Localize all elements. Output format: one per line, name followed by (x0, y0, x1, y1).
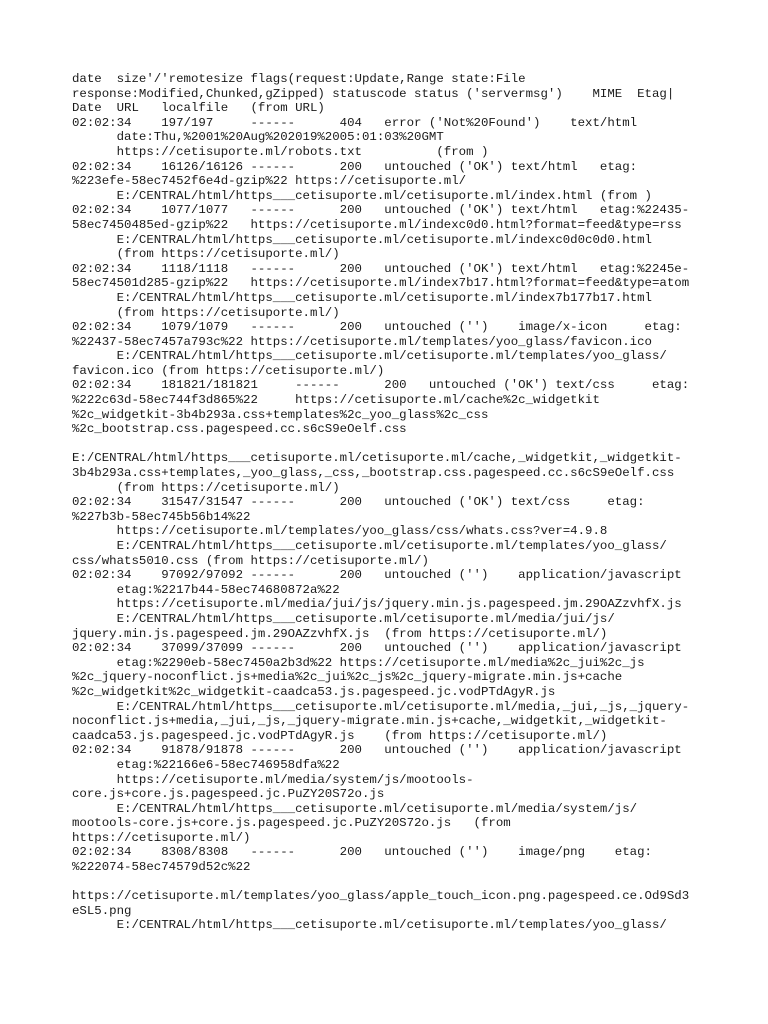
log-line: E:/CENTRAL/html/https___cetisuporte.ml/cetisuporte.ml/index7b177b17.html (72, 290, 652, 305)
log-document (72, 72, 702, 933)
log-line: date:Thu,%2001%20Aug%202019%2005:01:03%20GMT (72, 130, 444, 145)
log-line: 58ec74501d285-gzip%22 https://cetisuporte.ml/index7b17.html?format=feed&type=atom (72, 276, 690, 291)
log-line: E:/CENTRAL/html/https___cetisuporte.ml/cetisuporte.ml/templates/yoo_glass/ (72, 918, 667, 933)
log-line: eSL5.png (72, 903, 132, 918)
log-line: E:/CENTRAL/html/https___cetisuporte.ml/cetisuporte.ml/media/jui/js/ (72, 611, 615, 626)
log-line: 58ec7450485ed-gzip%22 https://cetisuporte.ml/indexc0d0.html?format=feed&type=rss (72, 217, 682, 232)
log-line: E:/CENTRAL/html/https___cetisuporte.ml/cetisuporte.ml/media/system/js/ (72, 801, 638, 816)
log-line (72, 875, 702, 890)
log-line: %2c_widgetkit%2c_widgetkit-caadca53.js.pagespeed.jc.vodPTdAgyR.js (72, 684, 556, 699)
log-line: %222c63d-58ec744f3d865%22 https://cetisuporte.ml/cache%2c_widgetkit (72, 393, 600, 408)
log-line: Date URL localfile (from URL) (72, 101, 325, 116)
log-line: 02:02:34 37099/37099 ------ 200 untouched ('') application/javascript (72, 641, 682, 656)
log-line: (from https://cetisuporte.ml/) (72, 305, 340, 320)
log-line: 02:02:34 1118/1118 ------ 200 untouched ('OK') text/html etag:%2245e- (72, 261, 690, 276)
log-line: 3b4b293a.css+templates,_yoo_glass,_css,_bootstrap.css.pagespeed.cc.s6cS9eOelf.css (72, 466, 675, 481)
log-line: core.js+core.js.pagespeed.jc.PuZY20S72o.js (72, 787, 385, 802)
log-line: E:/CENTRAL/html/https___cetisuporte.ml/cetisuporte.ml/cache,_widgetkit,_widgetkit- (72, 451, 682, 466)
log-line: %2c_widgetkit-3b4b293a.css+templates%2c_yoo_glass%2c_css (72, 407, 489, 422)
log-line: 02:02:34 16126/16126 ------ 200 untouched ('OK') text/html etag: (72, 159, 638, 174)
log-line: 02:02:34 97092/97092 ------ 200 untouched ('') application/javascript (72, 568, 682, 583)
log-line: 02:02:34 1079/1079 ------ 200 untouched ('') image/x-icon etag: (72, 320, 682, 335)
log-line: E:/CENTRAL/html/https___cetisuporte.ml/cetisuporte.ml/templates/yoo_glass/ (72, 349, 667, 364)
log-line: 02:02:34 8308/8308 ------ 200 untouched ('') image/png etag: (72, 845, 652, 860)
log-line: https://cetisuporte.ml/media/jui/js/jquery.min.js.pagespeed.jm.29OAZzvhfX.js (72, 597, 682, 612)
log-line: E:/CENTRAL/html/https___cetisuporte.ml/cetisuporte.ml/indexc0d0c0d0.html (72, 232, 652, 247)
log-line: %2c_bootstrap.css.pagespeed.cc.s6cS9eOelf.css (72, 422, 407, 437)
log-line: 02:02:34 181821/181821 ------ 200 untouched ('OK') text/css etag: (72, 378, 690, 393)
log-line: %223efe-58ec7452f6e4d-gzip%22 https://cetisuporte.ml/ (72, 174, 467, 189)
log-line: https://cetisuporte.ml/robots.txt (from ) (72, 144, 489, 159)
log-line: https://cetisuporte.ml/templates/yoo_glass/css/whats.css?ver=4.9.8 (72, 524, 608, 539)
log-line: E:/CENTRAL/html/https___cetisuporte.ml/cetisuporte.ml/media,_jui,_js,_jquery- (72, 699, 690, 714)
log-line: date size'/'remotesize flags(request:Update,Range state:File (72, 72, 526, 86)
log-line: jquery.min.js.pagespeed.jm.29OAZzvhfX.js (from https://cetisuporte.ml/) (72, 626, 608, 641)
log-line: etag:%2217b44-58ec74680872a%22 (72, 582, 340, 597)
log-line: response:Modified,Chunked,gZipped) statuscode status ('servermsg') MIME Etag| (72, 86, 675, 101)
log-line: 02:02:34 197/197 ------ 404 error ('Not%20Found') text/html (72, 115, 638, 130)
log-line: caadca53.js.pagespeed.jc.vodPTdAgyR.js (from https://cetisuporte.ml/) (72, 728, 608, 743)
log-line: 02:02:34 1077/1077 ------ 200 untouched ('OK') text/html etag:%22435- (72, 203, 690, 218)
log-line: (from https://cetisuporte.ml/) (72, 247, 340, 262)
log-line (72, 437, 702, 452)
log-line: E:/CENTRAL/html/https___cetisuporte.ml/cetisuporte.ml/index.html (from ) (72, 188, 652, 203)
log-line: (from https://cetisuporte.ml/) (72, 480, 340, 495)
log-line: https://cetisuporte.ml/templates/yoo_glass/apple_touch_icon.png.pagespeed.ce.Od9Sd3 (72, 889, 690, 904)
log-line: etag:%2290eb-58ec7450a2b3d%22 https://cetisuporte.ml/media%2c_jui%2c_js (72, 655, 645, 670)
log-line: %2c_jquery-noconflict.js+media%2c_jui%2c_js%2c_jquery-migrate.min.js+cache (72, 670, 623, 685)
log-line: css/whats5010.css (from https://cetisuporte.ml/) (72, 553, 429, 568)
log-line: %227b3b-58ec745b56b14%22 (72, 509, 251, 524)
log-line: 02:02:34 31547/31547 ------ 200 untouched ('OK') text/css etag: (72, 495, 645, 510)
log-line: etag:%22166e6-58ec746958dfa%22 (72, 757, 340, 772)
log-line: mootools-core.js+core.js.pagespeed.jc.PuZY20S72o.js (from (72, 816, 511, 831)
log-line: %22437-58ec7457a793c%22 https://cetisuporte.ml/templates/yoo_glass/favicon.ico (72, 334, 652, 349)
log-line: E:/CENTRAL/html/https___cetisuporte.ml/cetisuporte.ml/templates/yoo_glass/ (72, 539, 667, 553)
log-line: %222074-58ec74579d52c%22 (72, 860, 251, 875)
log-line: favicon.ico (from https://cetisuporte.ml/) (72, 363, 385, 378)
log-line: noconflict.js+media,_jui,_js,_jquery-migrate.min.js+cache,_widgetkit,_widgetkit- (72, 714, 667, 729)
log-line: https://cetisuporte.ml/) (72, 830, 251, 845)
log-line: https://cetisuporte.ml/media/system/js/mootools- (72, 772, 474, 787)
log-line: 02:02:34 91878/91878 ------ 200 untouched ('') application/javascript (72, 743, 682, 758)
